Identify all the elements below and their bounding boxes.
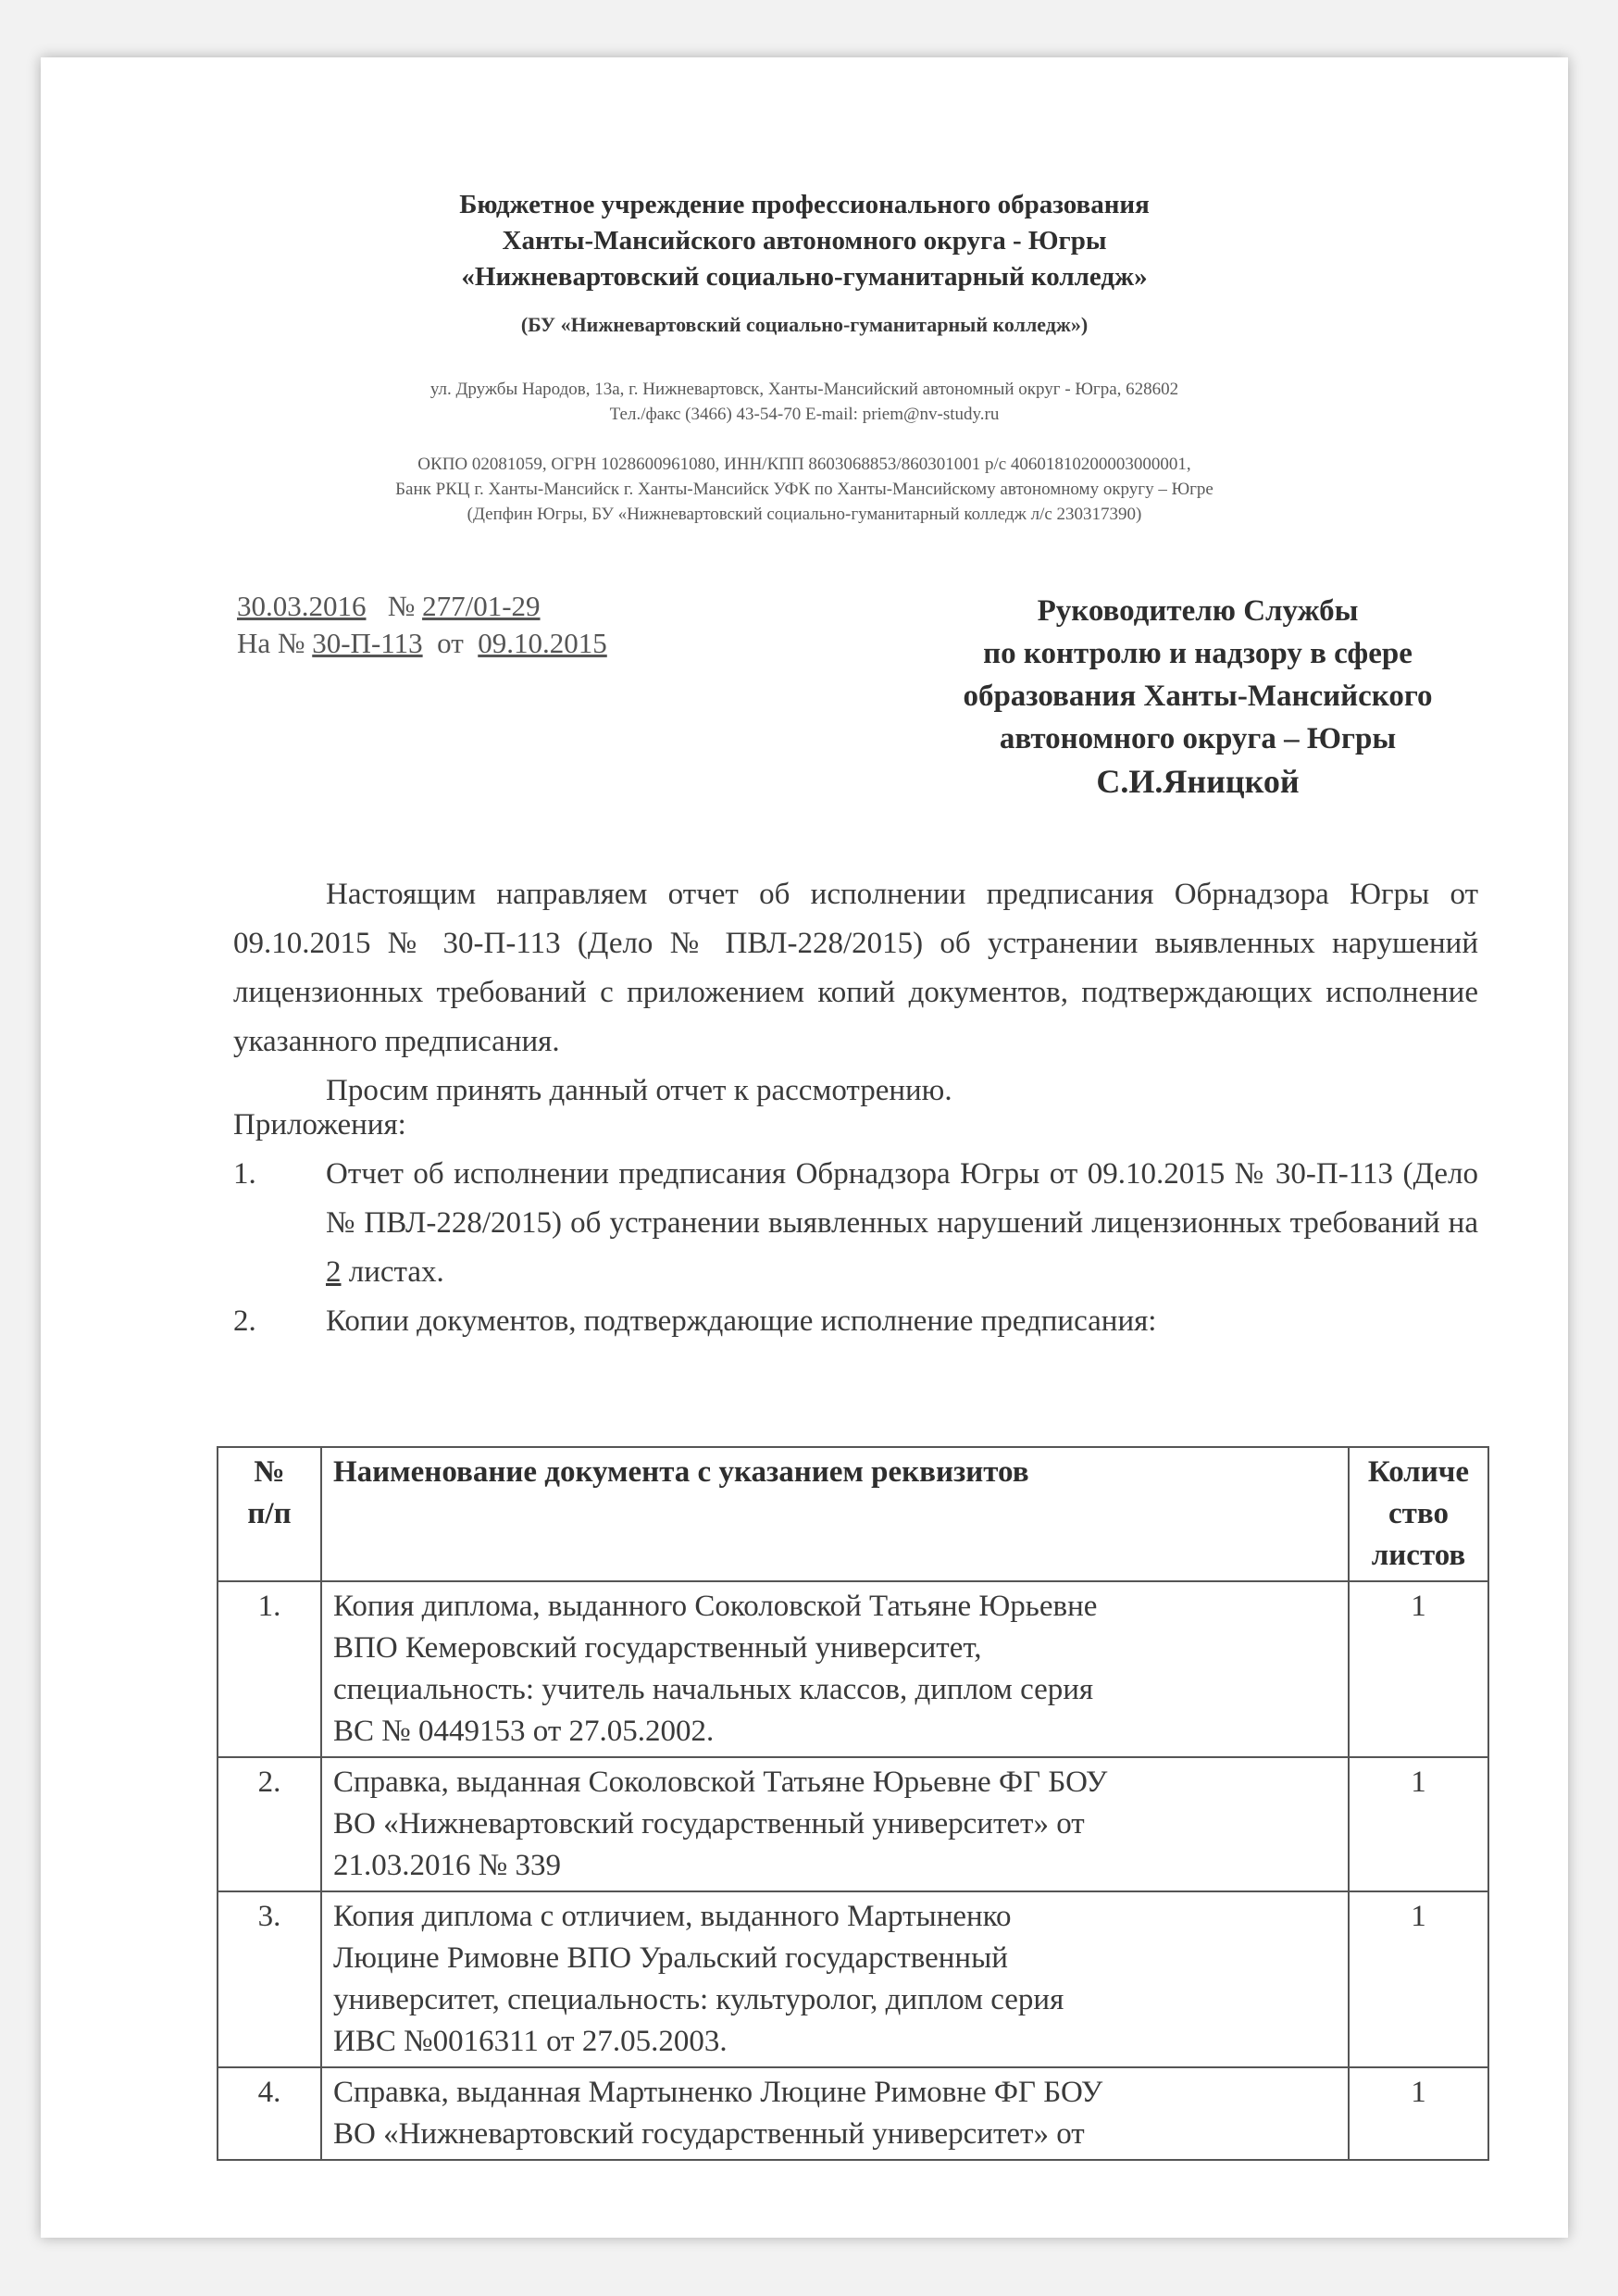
recipient-line: образования Ханты-Мансийского <box>963 680 1433 713</box>
body-paragraph: Просим принять данный отчет к рассмотрению. <box>326 1074 952 1107</box>
header-sheet-count <box>1349 1447 1488 1581</box>
table-row <box>218 1581 1488 1757</box>
letter-body <box>233 870 1478 1116</box>
row-line: Справка, выданная Соколовской Татьяне Юрьевне ФГ БОУ <box>333 1766 1108 1799</box>
row-number: 1. <box>218 1581 321 1757</box>
row-line: Копия диплома с отличием, выданного Мартыненко <box>333 1900 1012 1933</box>
attachment-text <box>326 1150 1478 1297</box>
letter-number: 277/01-29 <box>422 590 541 622</box>
row-count: 1 <box>1349 1757 1488 1891</box>
bank-line: Банк РКЦ г. Ханты-Мансийск г. Ханты-Мансийск УФК по Ханты-Мансийскому автономному округу – Югре <box>395 480 1214 499</box>
header-line: п/п <box>247 1497 292 1530</box>
org-short-name: (БУ «Нижневартовский социально-гуманитарный колледж») <box>520 313 1089 336</box>
recipient-line: автономного округа – Югры <box>999 722 1397 755</box>
attachment-text: Копии документов, подтверждающие исполнение предписания: <box>326 1304 1157 1338</box>
header-line: № <box>254 1455 285 1489</box>
org-line: Ханты-Мансийского автономного округа - Югры <box>502 226 1107 256</box>
row-line: Справка, выданная Мартыненко Люцине Римовне ФГ БОУ <box>333 2076 1103 2109</box>
address-line: ул. Дружбы Народов, 13а, г. Нижневартовск, Ханты-Мансийский автономный округ - Югра, 628602 <box>429 380 1179 399</box>
row-line: ВО «Нижневартовский государственный университет» от <box>333 2117 1085 2151</box>
recipient-line: по контролю и надзору в сфере <box>983 637 1413 670</box>
recipient-block <box>846 590 1550 803</box>
table-row <box>218 2067 1488 2160</box>
row-line: ВС № 0449153 от 27.05.2002. <box>333 1715 715 1748</box>
reply-number: 30-П-113 <box>312 627 423 659</box>
attachments-section <box>233 1101 1478 1346</box>
row-count: 1 <box>1349 2067 1488 2160</box>
org-line: «Нижневартовский социально-гуманитарный колледж» <box>461 262 1148 292</box>
row-line: ВО «Нижневартовский государственный университет» от <box>333 1807 1085 1841</box>
table-row <box>218 1891 1488 2067</box>
recipient-line: Руководителю Службы <box>1037 594 1359 628</box>
sheet-count: 2 <box>326 1255 342 1289</box>
row-line: Люцине Римовне ВПО Уральский государственный <box>333 1941 1008 1975</box>
reply-from: от <box>437 627 464 659</box>
row-number: 4. <box>218 2067 321 2160</box>
attachment-number: 1. <box>233 1157 256 1191</box>
org-line: Бюджетное учреждение профессионального образования <box>459 190 1150 219</box>
row-count: 1 <box>1349 1891 1488 2067</box>
document-page <box>41 57 1568 2238</box>
address-block <box>41 377 1568 427</box>
contact-line: Тел./факс (3466) 43-54-70 E-mail: priem@nv-study.ru <box>609 405 1000 424</box>
row-document <box>321 2067 1349 2160</box>
bank-details-block <box>41 452 1568 527</box>
documents-table <box>217 1446 1489 2161</box>
number-prefix: № <box>387 590 416 622</box>
reply-prefix: На № <box>237 627 305 659</box>
header-line: листов <box>1371 1539 1466 1572</box>
table-header-row <box>218 1447 1488 1581</box>
row-line: специальность: учитель начальных классов, диплом серия <box>333 1673 1094 1706</box>
row-line: 21.03.2016 № 339 <box>333 1849 561 1882</box>
row-line: ИВС №0016311 от 27.05.2003. <box>333 2025 728 2058</box>
row-count: 1 <box>1349 1581 1488 1757</box>
attachment-text-part: листах. <box>341 1255 444 1289</box>
row-document <box>321 1891 1349 2067</box>
letter-date: 30.03.2016 <box>237 590 367 622</box>
row-line: ВПО Кемеровский государственный университет, <box>333 1631 982 1665</box>
header-number <box>218 1447 321 1581</box>
attachment-text-part: Отчет об исполнении предписания Обрнадзора Югры от 09.10.2015 № 30-П-113 (Дело № ПВЛ-228/2015) об устранении выявленных нарушений лицензионных требований на <box>326 1157 1478 1240</box>
header-line: ство <box>1388 1497 1449 1530</box>
bank-line: ОКПО 02081059, ОГРН 1028600961080, ИНН/КПП 8603068853/860301001 р/с 40601810200003000001, <box>417 455 1191 474</box>
organization-header <box>41 187 1568 295</box>
reply-date: 09.10.2015 <box>478 627 607 659</box>
attachments-title: Приложения: <box>233 1108 406 1142</box>
header-document-name: Наименование документа с указанием реквизитов <box>321 1447 1349 1581</box>
attachment-item <box>233 1297 1478 1346</box>
attachment-item <box>233 1150 1478 1297</box>
recipient-name: С.И.Яницкой <box>1096 763 1300 800</box>
row-document <box>321 1581 1349 1757</box>
attachment-number: 2. <box>233 1304 256 1338</box>
bank-line: (Депфин Югры, БУ «Нижневартовский социально-гуманитарный колледж л/с 230317390) <box>467 505 1142 524</box>
row-number: 3. <box>218 1891 321 2067</box>
row-line: Копия диплома, выданного Соколовской Татьяне Юрьевне <box>333 1590 1098 1623</box>
row-document <box>321 1757 1349 1891</box>
outgoing-reference <box>237 588 607 662</box>
header-line: Количе <box>1367 1455 1470 1489</box>
body-paragraph: Настоящим направляем отчет об исполнении предписания Обрнадзора Югры от 09.10.2015 № 30-П-113 (Дело № ПВЛ-228/2015) об устранении выявленных нарушений лицензионных требований с приложением копий документов, подтверждающих исполнение указанного предписания. <box>233 878 1478 1058</box>
table-row <box>218 1757 1488 1891</box>
row-line: университет, специальность: культуролог, диплом серия <box>333 1983 1064 2016</box>
row-number: 2. <box>218 1757 321 1891</box>
